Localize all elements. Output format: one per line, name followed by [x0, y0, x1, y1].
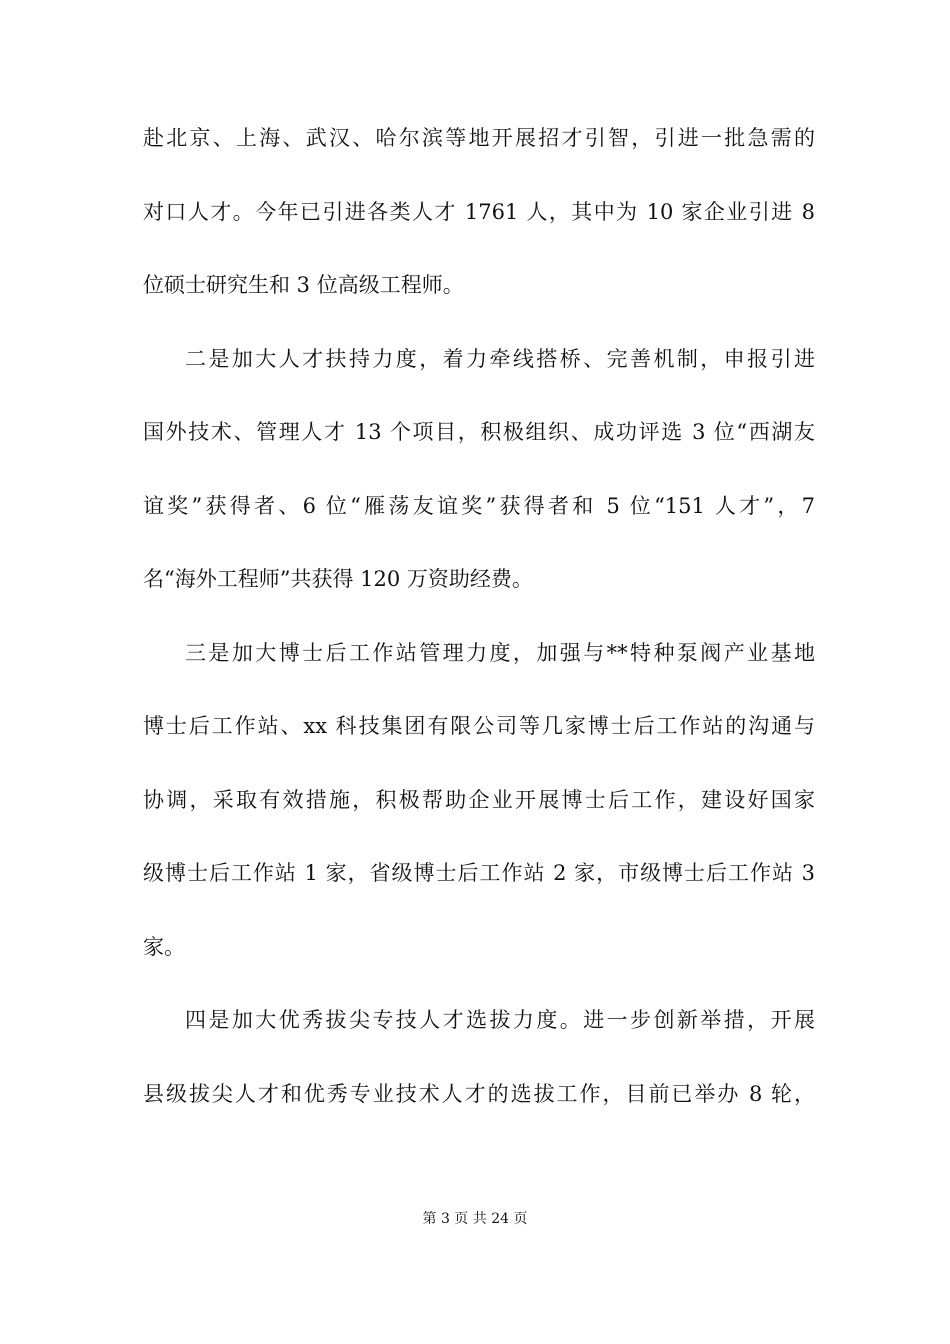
text-line: 协调，采取有效措施，积极帮助企业开展博士后工作，建设好国家: [143, 787, 815, 812]
text-line: 谊奖”获得者、6 位“雁荡友谊奖”获得者和 5 位“151 人才”，7: [143, 493, 815, 518]
text-line: 博士后工作站、xx 科技集团有限公司等几家博士后工作站的沟通与: [143, 714, 815, 738]
text-line: 位硕士研究生和 3 位高级工程师。: [143, 273, 464, 297]
text-line: 对口人才。今年已引进各类人才 1761 人，其中为 10 家企业引进 8: [143, 199, 815, 224]
text-line: 家。: [143, 934, 185, 959]
text-line: 赴北京、上海、武汉、哈尔滨等地开展招才引智，引进一批急需的: [143, 126, 815, 150]
text-line: 国外技术、管理人才 13 个项目，积极组织、成功评选 3 位“西湖友: [143, 420, 815, 444]
text-line: 级博士后工作站 1 家，省级博士后工作站 2 家，市级博士后工作站 3: [143, 861, 815, 885]
text-line: 名“海外工程师”共获得 120 万资助经费。: [143, 567, 533, 591]
page-number-footer: 第 3 页 共 24 页: [422, 1211, 528, 1227]
text-line: 二是加大人才扶持力度，着力牵线搭桥、完善机制，申报引进: [185, 346, 815, 371]
text-line: 四是加大优秀拔尖专技人才选拔力度。进一步创新举措，开展: [185, 1008, 815, 1032]
text-line: 县级拔尖人才和优秀专业技术人才的选拔工作，目前已举办 8 轮，: [143, 1081, 815, 1106]
text-line: 三是加大博士后工作站管理力度，加强与**特种泵阀产业基地: [185, 640, 815, 665]
document-body: [143, 128, 815, 1157]
